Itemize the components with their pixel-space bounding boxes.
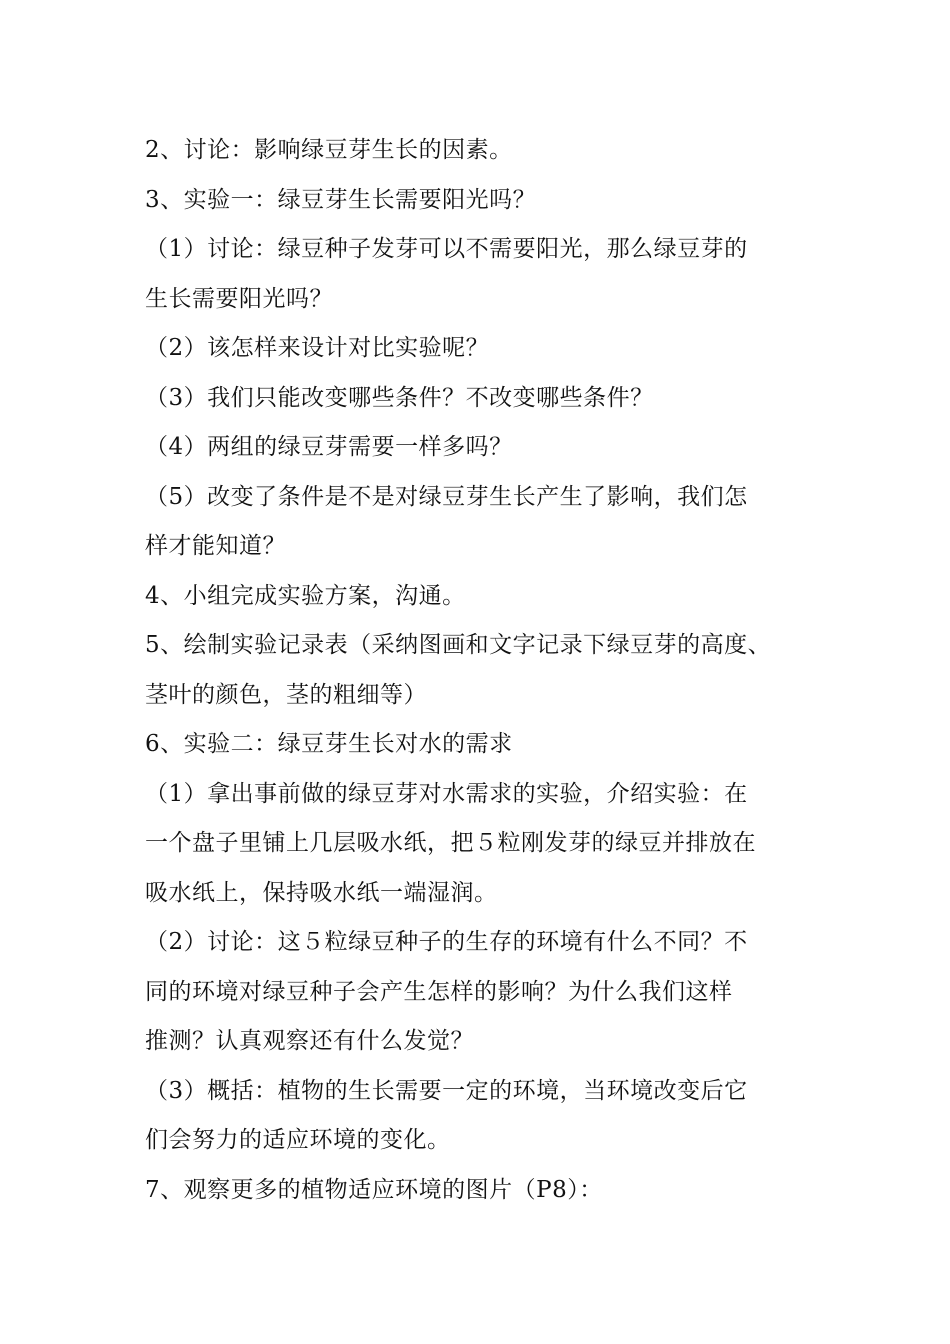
text-line: 们会努力的适应环境的变化。	[145, 1127, 451, 1153]
text-line: （5）改变了条件是不是对绿豆芽生长产生了影响，我们怎	[145, 483, 748, 510]
text-line: （1）拿出事前做的绿豆芽对水需求的实验，介绍实验：在	[145, 780, 748, 807]
text-line: 7、观察更多的植物适应环境的图片（P8）：	[145, 1176, 603, 1203]
text-line: （3）我们只能改变哪些条件？不改变哪些条件？	[145, 384, 654, 411]
text-line: 3、实验一：绿豆芽生长需要阳光吗？	[145, 186, 537, 213]
text-line: 生长需要阳光吗？	[145, 285, 333, 312]
text-line: （3）概括：植物的生长需要一定的环境，当环境改变后它	[145, 1077, 748, 1104]
text-line: （4）两组的绿豆芽需要一样多吗？	[145, 434, 513, 460]
text-line: 同的环境对绿豆种子会产生怎样的影响？为什么我们这样	[145, 978, 733, 1005]
text-line: （2）讨论：这５粒绿豆种子的生存的环境有什么不同？不	[145, 929, 748, 955]
text-line: 一个盘子里铺上几层吸水纸，把５粒刚发芽的绿豆并排放在	[145, 830, 756, 856]
text-line: 样才能知道？	[145, 533, 286, 559]
text-line: （2）该怎样来设计对比实验呢？	[145, 335, 490, 361]
document-body	[145, 126, 825, 1215]
text-line: 4、小组完成实验方案，沟通。	[145, 582, 466, 609]
text-line: （1）讨论：绿豆种子发芽可以不需要阳光，那么绿豆芽的	[145, 236, 748, 262]
text-line: 吸水纸上，保持吸水纸一端湿润。	[145, 879, 498, 906]
text-line: 推测？认真观察还有什么发觉？	[145, 1028, 474, 1054]
text-line: 茎叶的颜色，茎的粗细等）	[145, 681, 427, 708]
text-line: 5、绘制实验记录表（采纳图画和文字记录下绿豆芽的高度、	[145, 632, 772, 658]
text-line: 6、实验二：绿豆芽生长对水的需求	[145, 731, 513, 757]
text-line: 2、讨论：影响绿豆芽生长的因素。	[145, 137, 513, 163]
